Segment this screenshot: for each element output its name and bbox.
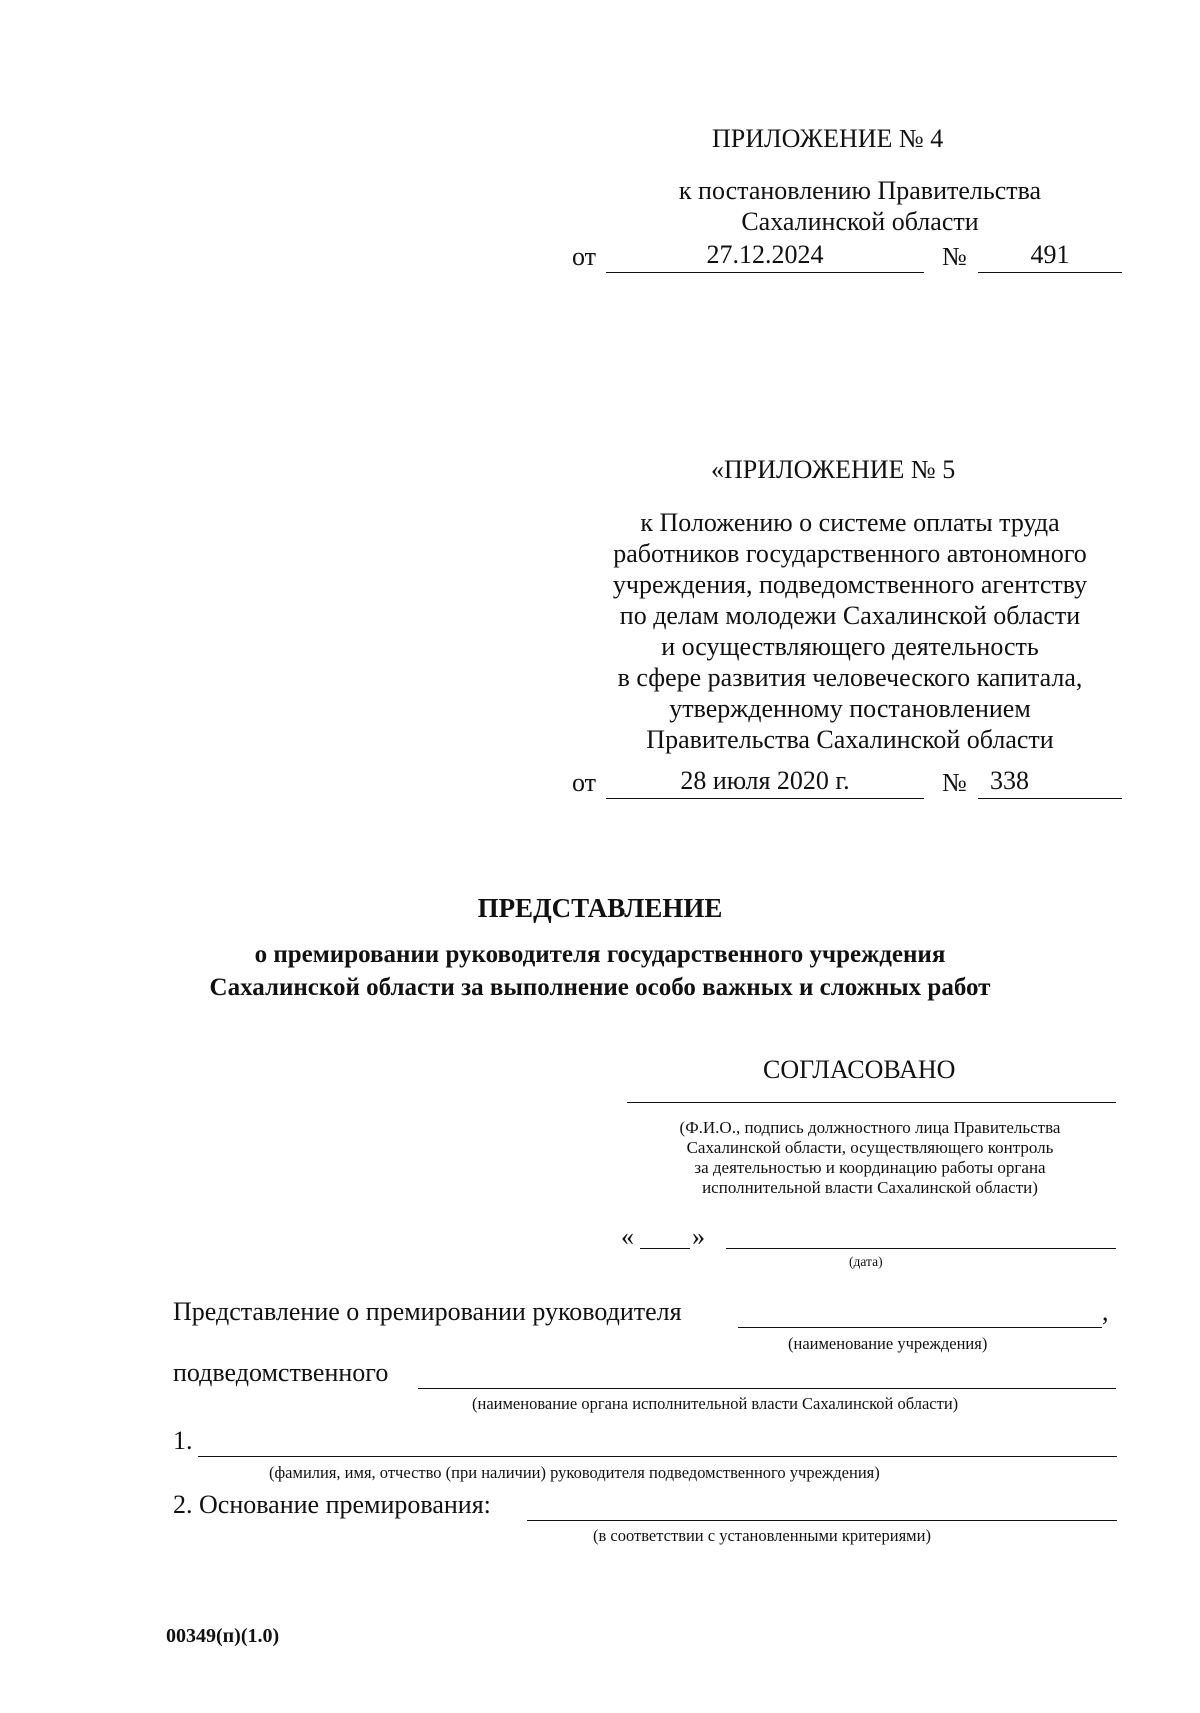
approval-label: СОГЛАСОВАНО: [763, 1055, 956, 1084]
approval-quote-close: »: [692, 1222, 705, 1251]
form-line2-field: [418, 1362, 1116, 1389]
form-item1-label: 1.: [173, 1426, 193, 1455]
appendix5-from-label: от: [572, 768, 597, 797]
subtitle-line: Сахалинской области за выполнение особо важных и сложных работ: [209, 974, 991, 1001]
form-line2-caption: (наименование органа исполнительной власти Сахалинской области): [472, 1394, 959, 1413]
form-line1-comma: ,: [1102, 1297, 1109, 1326]
approval-caption-line: за деятельностью и координацию работы органа: [694, 1158, 1046, 1177]
form-item2-field: [527, 1494, 1117, 1521]
appendix5-text: [560, 507, 1140, 755]
form-line1-label: Представление о премировании руководителя: [173, 1297, 682, 1326]
approval-caption-line: (Ф.И.О., подпись должностного лица Правительства: [679, 1118, 1061, 1137]
form-item2-label: 2. Основание премирования:: [173, 1490, 491, 1519]
appendix5-date: 28 июля 2020 г.: [680, 766, 850, 795]
approval-quote-open: «: [621, 1222, 634, 1251]
form-line1-caption: (наименование учреждения): [788, 1334, 988, 1353]
appendix5-line: в сфере развития человеческого капитала,: [617, 663, 1083, 692]
appendix4-line: к постановлению Правительства: [678, 176, 1042, 205]
approval-signature-line: [627, 1102, 1116, 1103]
appendix5-number: 338: [990, 766, 1029, 795]
document-code: 00349(п)(1.0): [166, 1625, 280, 1647]
approval-caption: [610, 1118, 1130, 1198]
subtitle-line: о премировании руководителя государственного учреждения: [254, 941, 946, 968]
form-item2-caption: (в соответствии с установленными критериями): [593, 1526, 931, 1545]
appendix5-title: «ПРИЛОЖЕНИЕ № 5: [711, 455, 956, 484]
approval-date-caption: (дата): [849, 1254, 883, 1269]
appendix5-line: и осуществляющего деятельность: [661, 632, 1039, 661]
appendix4-text: [600, 175, 1120, 237]
appendix4-title: ПРИЛОЖЕНИЕ № 4: [712, 124, 944, 153]
appendix4-date: 27.12.2024: [706, 240, 824, 269]
appendix4-number: 491: [1030, 240, 1070, 269]
form-line2-label: подведомственного: [173, 1358, 389, 1387]
appendix4-from-label: от: [572, 242, 597, 271]
approval-caption-line: исполнительной власти Сахалинской области): [702, 1178, 1038, 1197]
appendix5-line: Правительства Сахалинской области: [646, 725, 1054, 754]
form-line1-field: [738, 1301, 1102, 1328]
approval-date-line: [726, 1226, 1116, 1249]
appendix5-num-label: №: [942, 768, 967, 797]
appendix5-line: к Положению о системе оплаты труда: [640, 508, 1060, 537]
document-title: ПРЕДСТАВЛЕНИЕ: [477, 893, 723, 923]
appendix4-line: Сахалинской области: [741, 207, 979, 236]
appendix5-line: учреждения, подведомственного агентству: [612, 570, 1088, 599]
appendix4-num-label: №: [942, 242, 967, 271]
form-item1-caption: (фамилия, имя, отчество (при наличии) руководителя подведомственного учреждения): [269, 1463, 880, 1482]
approval-caption-line: Сахалинской области, осуществляющего контроль: [686, 1138, 1054, 1157]
approval-day-line: [640, 1226, 690, 1249]
document-subtitle: [0, 938, 1200, 1004]
appendix5-line: работников государственного автономного: [613, 539, 1087, 568]
appendix5-line: по делам молодежи Сахалинской области: [619, 601, 1081, 630]
form-item1-field: [198, 1430, 1117, 1457]
appendix5-line: утвержденному постановлением: [669, 694, 1031, 723]
